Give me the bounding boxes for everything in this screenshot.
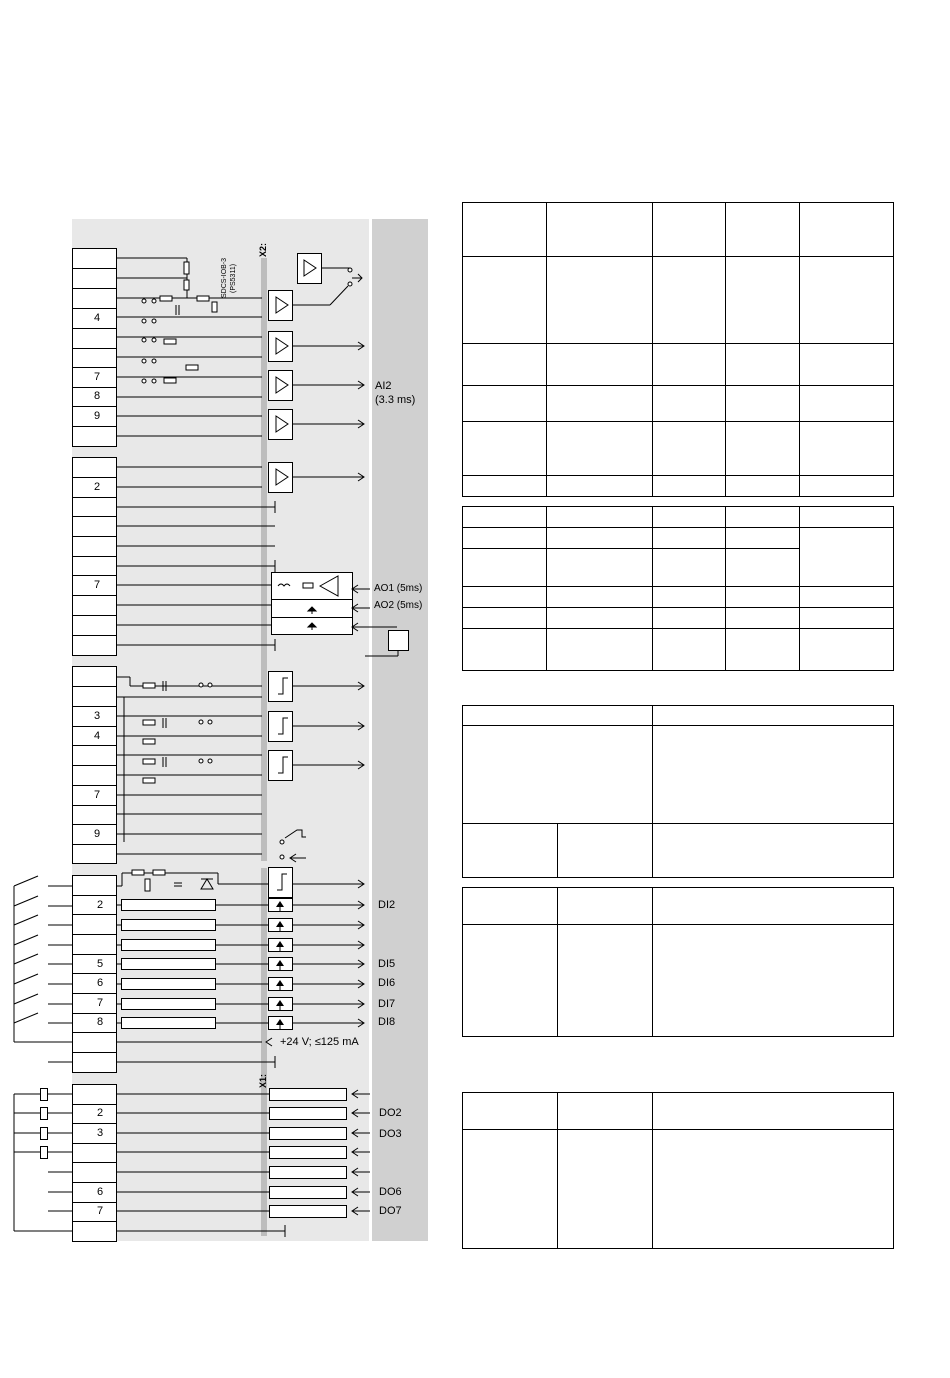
module-strip xyxy=(372,219,428,1241)
signal-label-di2: DI2 xyxy=(378,899,396,911)
signal-label-do3: DO3 xyxy=(379,1128,402,1140)
terminal-number: 5 xyxy=(96,958,104,970)
terminal-number: 4 xyxy=(93,730,101,742)
terminal-number: 8 xyxy=(96,1016,104,1028)
x2-bus-bar xyxy=(261,258,267,861)
digital-output-spec-table xyxy=(462,1092,894,1249)
x1-bus-bar xyxy=(261,868,267,1236)
terminal-number: 6 xyxy=(96,1186,104,1198)
signal-label-ai2-time: (3.3 ms) xyxy=(375,394,416,406)
signal-label-ao1: AO1 (5ms) xyxy=(374,583,423,594)
signal-label-di6: DI6 xyxy=(378,977,396,989)
terminal-number: 3 xyxy=(96,1127,104,1139)
digital-input-spec-table xyxy=(462,887,894,1037)
terminal-number: 7 xyxy=(93,789,101,801)
terminal-number: 2 xyxy=(93,481,101,493)
signal-label-do6: DO6 xyxy=(379,1186,402,1198)
signal-label-di8: DI8 xyxy=(378,1016,396,1028)
connector-label-x1: X1: xyxy=(258,1073,268,1088)
signal-label-di7: DI7 xyxy=(378,998,396,1010)
module-part-number: (PS5311) xyxy=(230,263,237,293)
terminal-number: 7 xyxy=(93,371,101,383)
signal-label-di5: DI5 xyxy=(378,958,396,970)
module-name: SDCS-IOB-3 xyxy=(221,257,228,298)
terminal-number: 7 xyxy=(96,997,104,1009)
terminal-number: 4 xyxy=(93,312,101,324)
terminal-number: 9 xyxy=(93,828,101,840)
encoder-spec-table xyxy=(462,705,894,878)
terminal-number: 2 xyxy=(96,1107,104,1119)
signal-label-ai2: AI2 xyxy=(375,380,392,392)
analog-io-spec-table xyxy=(462,202,894,497)
signal-label-ao2: AO2 (5ms) xyxy=(374,600,423,611)
terminal-number: 7 xyxy=(96,1205,104,1217)
connector-label-x2: X2: xyxy=(258,242,268,257)
terminal-number: 6 xyxy=(96,977,104,989)
analog-output-spec-table xyxy=(462,506,894,671)
terminal-number: 9 xyxy=(93,410,101,422)
terminal-number: 7 xyxy=(93,579,101,591)
terminal-number: 2 xyxy=(96,899,104,911)
terminal-number: 3 xyxy=(93,710,101,722)
terminal-number: 8 xyxy=(93,390,101,402)
signal-label-do7: DO7 xyxy=(379,1205,402,1217)
signal-label-do2: DO2 xyxy=(379,1107,402,1119)
signal-label-supply: +24 V; ≤125 mA xyxy=(280,1036,359,1048)
